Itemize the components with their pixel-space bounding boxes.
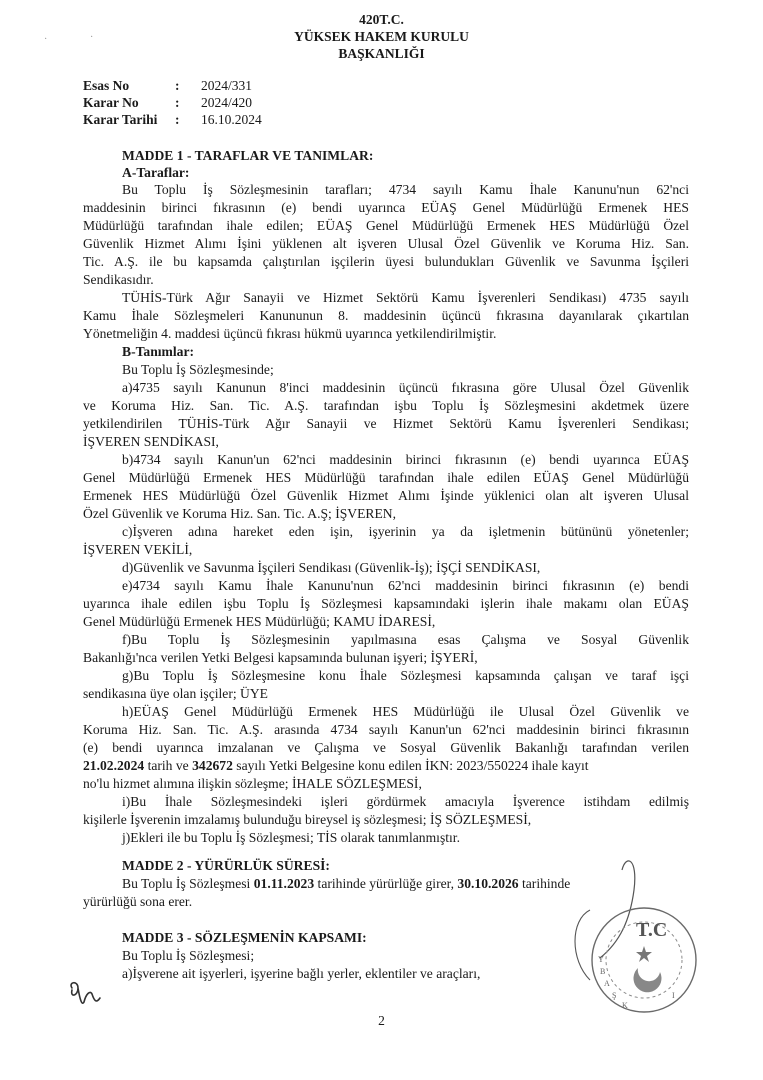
paragraph-line: Tic. A.Ş. ile bu kapsamda çalıştırılan işçilerin üyesi bulundukları Güvenlik ve Savunma İşçileri	[83, 254, 689, 269]
paragraph-line: Bu Toplu İş Sözleşmesinde;	[122, 362, 274, 377]
svg-text:Y: Y	[598, 955, 604, 964]
meta-value: 2024/420	[201, 95, 253, 110]
start-date: 01.11.2023	[253, 876, 315, 891]
inline-text: tarih ve	[144, 758, 193, 773]
meta-sep: :	[175, 78, 180, 93]
inline-text: Bu Toplu İş Sözleşmesi	[122, 876, 254, 891]
paragraph-line: Bu Toplu İş Sözleşmesinin tarafları; 4734 sayılı Kamu İhale Kanunu'nun 62'nci	[122, 182, 689, 197]
paragraph-line: Yönetmeliğin 4. maddesi üçüncü fıkrası hükmü uyarınca yetkilendirilmiştir.	[83, 326, 497, 341]
paragraph-line: kişilerle İşverenin imzalamış bulunduğu bireysel iş sözleşmesi; İŞ SÖZLEŞMESİ,	[83, 812, 532, 827]
inline-text: tarihinde yürürlüğe girer,	[314, 876, 458, 891]
svg-text:T.C: T.C	[636, 919, 668, 941]
svg-text:A: A	[604, 979, 610, 988]
paragraph-line: no'lu hizmet alımına ilişkin sözleşme; İHALE SÖZLEŞMESİ,	[83, 776, 422, 791]
section-b-title: B-Tanımlar:	[122, 344, 195, 359]
paragraph-line: TÜHİS-Türk Ağır Sanayii ve Hizmet Sektörü Kamu İşverenleri Sendikası) 4735 sayılı	[122, 290, 689, 305]
paragraph-line: sendikasına üye olan işçiler; ÜYE	[83, 686, 268, 701]
paragraph-line: d)Güvenlik ve Savunma İşçileri Sendikası (Güvenlik-İş); İŞÇİ SENDİKASI,	[122, 560, 541, 575]
paragraph-line: Ermenek HES Müdürlüğü Özel Güvenlik Hizmet Alımı İşinde yüklenici olan alt işveren Ulusal	[83, 488, 689, 503]
paragraph-line-h	[83, 757, 589, 775]
meta-sep: :	[175, 112, 180, 127]
meta-value: 2024/331	[201, 78, 253, 93]
paragraph-line: uyarınca ihale edilen işbu Toplu İş Sözleşmesi kapsamındaki işlerin ihale makamı olan EÜAŞ	[83, 596, 689, 611]
page-number: 2	[378, 1013, 385, 1028]
paragraph-line: g)Bu Toplu İş Sözleşmesine konu İhale Sözleşmesi kapsamında çalışan ve taraf işçi	[122, 668, 689, 683]
paragraph-line-validity	[122, 875, 570, 893]
paragraph-line: Kamu İhale Sözleşmeleri Kanununun 8. maddesinin üçüncü fıkrasına dayanılarak çıkartılan	[83, 308, 689, 323]
paragraph-line: Özel Güvenlik ve Koruma Hiz. San. Tic. A.Ş; İŞVEREN,	[83, 506, 397, 521]
paragraph-line: Sendikasıdır.	[83, 272, 154, 287]
header-line-3: BAŞKANLIĞI	[338, 46, 425, 61]
meta-esas-no	[83, 78, 252, 94]
paragraph-line: Koruma Hiz. San. Tic. A.Ş. arasında 4734 sayılı Kanun'un 62'nci maddesinin birinci fıkrasının	[83, 722, 689, 737]
paragraph-line: h)EÜAŞ Genel Müdürlüğü Ermenek HES Müdürlüğü ile Ulusal Özel Güvenlik ve	[122, 704, 689, 719]
paragraph-line: yetkilendirilen TÜHİS-Türk Ağır Sanayii ve Hizmet Sektörü Kamu İşverenleri Sendikası;	[83, 416, 689, 431]
madde-2-title: MADDE 2 - YÜRÜRLÜK SÜRESİ:	[122, 858, 330, 873]
official-seal-stamp	[560, 850, 700, 1030]
paragraph-line: a)4735 sayılı Kanunun 8'inci maddesinin üçüncü fıkrasına göre Ulusal Özel Güvenlik	[122, 380, 689, 395]
paragraph-line: a)İşverene ait işyerleri, işyerine bağlı yerler, eklentiler ve araçları,	[122, 966, 481, 981]
paragraph-line: İŞVEREN SENDİKASI,	[83, 434, 219, 449]
scan-speck: ·	[90, 32, 94, 43]
signature-initials	[66, 980, 106, 1010]
yetki-date: 21.02.2024	[83, 758, 145, 773]
header-line-1: 420T.C.	[359, 12, 404, 27]
madde-3-title: MADDE 3 - SÖZLEŞMENİN KAPSAMI:	[122, 930, 367, 945]
paragraph-line: maddesinin birinci fıkrasının (e) bendi uyarınca EÜAŞ Genel Müdürlüğü Ermenek HES	[83, 200, 689, 215]
paragraph-line: Bu Toplu İş Sözleşmesi;	[122, 948, 255, 963]
meta-value: 16.10.2024	[201, 112, 262, 127]
meta-key: Karar Tarihi	[83, 112, 158, 127]
yetki-no: 342672	[192, 758, 233, 773]
paragraph-line: ve Koruma Hiz. San. Tic. A.Ş. tarafından işbu Toplu İş Sözleşmesini akdetmek üzere	[83, 398, 689, 413]
svg-text:I: I	[672, 991, 675, 1000]
inline-text: sayılı Yetki Belgesine konu edilen İKN: 2023/550224 ihale kayıt	[232, 758, 589, 773]
paragraph-line: i)Bu İhale Sözleşmesindeki işleri gördürmek amacıyla İşverence istihdam edilmiş	[122, 794, 689, 809]
paragraph-line: (e) bendi uyarınca imzalanan ve Çalışma ve Sosyal Güvenlik Bakanlığı tarafından verilen	[83, 740, 689, 755]
svg-text:K: K	[622, 1001, 628, 1010]
section-a-title: A-Taraflar:	[122, 165, 190, 180]
paragraph-line: c)İşveren adına hareket eden işin, işyerinin ya da işletmenin bütününü yönetenler;	[122, 524, 689, 539]
svg-text:B: B	[600, 967, 606, 976]
paragraph-line: e)4734 sayılı Kamu İhale Kanunu'nun 62'nci maddesinin birinci fıkrasının (e) bendi	[122, 578, 689, 593]
paragraph-line: Güvenlik Hizmet Alımı İşini yüklenen alt işveren Ulusal Özel Güvenlik ve Koruma Hiz. San.	[83, 236, 689, 251]
paragraph-line: Genel Müdürlüğü Ermenek HES Müdürlüğü tarafından ihale edilen EÜAŞ Genel Müdürlüğü	[83, 470, 689, 485]
svg-text:Ş: Ş	[612, 991, 617, 1000]
meta-sep: :	[175, 95, 180, 110]
paragraph-line: İŞVEREN VEKİLİ,	[83, 542, 193, 557]
paragraph-line: j)Ekleri ile bu Toplu İş Sözleşmesi; TİS olarak tanımlanmıştır.	[122, 830, 460, 845]
end-date: 30.10.2026	[457, 876, 519, 891]
paragraph-line: Genel Müdürlüğü Ermenek HES Müdürlüğü; KAMU İDARESİ,	[83, 614, 436, 629]
paragraph-line: Müdürlüğü tarafından ihale edilen; EÜAŞ Genel Müdürlüğü Ermenek HES Müdürlüğü Özel	[83, 218, 689, 233]
meta-karar-no	[83, 95, 252, 111]
inline-text: tarihinde	[518, 876, 571, 891]
paragraph-line: yürürlüğü sona erer.	[83, 894, 193, 909]
madde-1-title: MADDE 1 - TARAFLAR VE TANIMLAR:	[122, 148, 374, 163]
header-line-2: YÜKSEK HAKEM KURULU	[294, 29, 469, 44]
paragraph-line: f)Bu Toplu İş Sözleşmesinin yapılmasına esas Çalışma ve Sosyal Güvenlik	[122, 632, 689, 647]
meta-key: Karar No	[83, 95, 139, 110]
meta-karar-tarihi	[83, 112, 262, 128]
paragraph-line: b)4734 sayılı Kanun'un 62'nci maddesinin birinci fıkrasının (e) bendi uyarınca EÜAŞ	[122, 452, 689, 467]
meta-key: Esas No	[83, 78, 130, 93]
paragraph-line: Bakanlığı'nca verilen Yetki Belgesi kapsamında bulunan işyeri; İŞYERİ,	[83, 650, 478, 665]
scan-speck: ·	[44, 34, 48, 45]
